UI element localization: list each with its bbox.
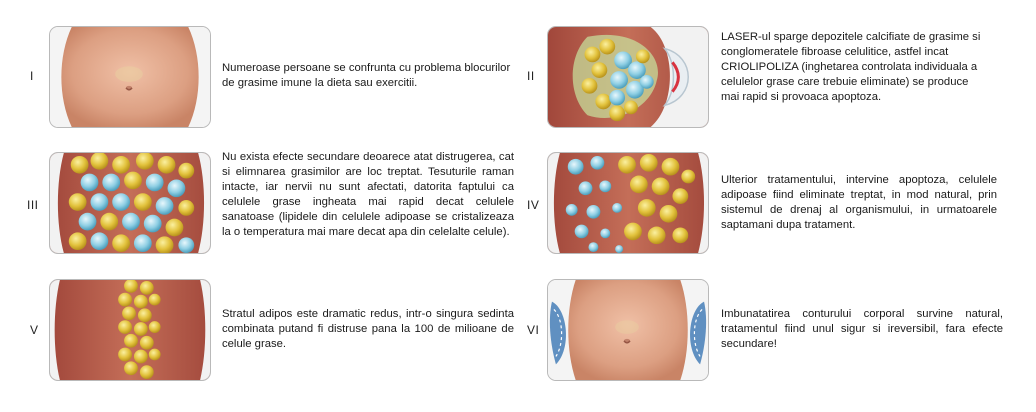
step-description: Numeroase persoane se confrunta cu problema blocurilor de grasime imune la dieta sau exercitii. <box>222 62 511 89</box>
step-description: Nu exista efecte secundare deoarece atat distrugerea, cat si elimnarea grasimilor are loc treptat. Tesuturile raman intacte, iar nervii nu sunt afectati, datorita faptului ca celulele grase ingheata mai rapid decat celulele sanatoase (lipidele din celulele adipoase se cristalizeaza la o temperatura mai mare decat apa din celelalte celule). <box>222 151 514 238</box>
step-numeral: V <box>30 323 39 337</box>
step-description: LASER-ul sparge depozitele calcifiate de grasime si conglomeratele fibroase celulitice, astfel incat CRIOLIPOLIZA (inghetarea controlata individuala a celulelor grase care trebuie eliminate) se produce mai rapid si provoaca apoptoza. <box>721 31 981 103</box>
abdomen-after-image <box>547 279 709 381</box>
step-numeral: III <box>27 198 39 212</box>
frozen-fat-cells-image <box>49 152 211 254</box>
step-description: Stratul adipos este dramatic redus, intr-o singura sedinta combinata putand fi distruse pana la 100 de milioane de celule grase. <box>222 308 514 350</box>
reduced-fat-layer-image <box>49 279 211 381</box>
step-description: Ulterior tratamentului, intervine apoptoza, celulele adipoase fiind eliminate treptat, in mod natural, prin sistemul de drenaj al organismului, in urmatoarele saptamani dupa tratament. <box>721 174 997 231</box>
step-numeral: II <box>527 69 535 83</box>
abdomen-before-image <box>49 26 211 128</box>
apoptosis-fat-cells-image <box>547 152 709 254</box>
laser-applicator-image <box>547 26 709 128</box>
step-numeral: VI <box>527 323 540 337</box>
step-description: Imbunatatirea conturului corporal survine natural, tratamentul fiind unul sigur si ireversibil, fara efecte secundare! <box>721 308 1003 350</box>
step-numeral: IV <box>527 198 540 212</box>
step-numeral: I <box>30 69 34 83</box>
